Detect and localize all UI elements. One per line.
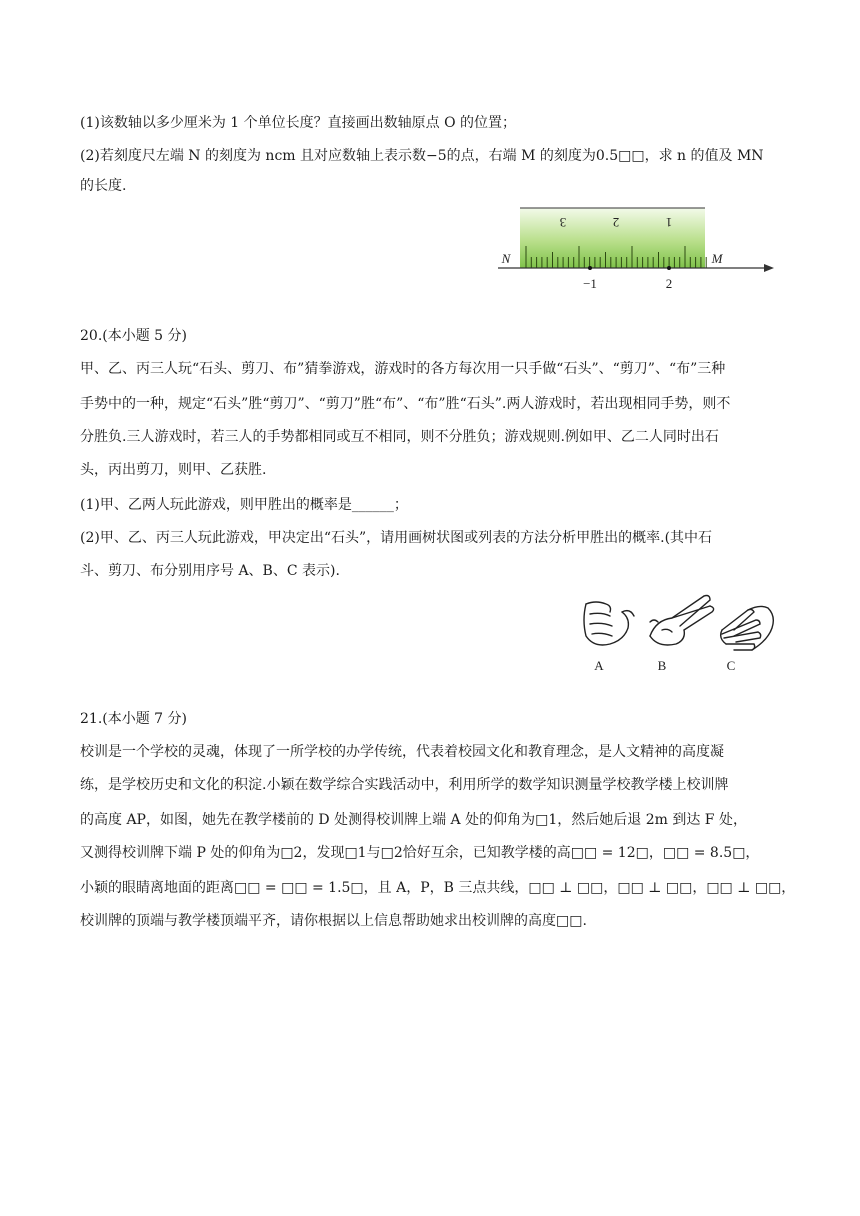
q21-line-1: 校训是一个学校的灵魂，体现了一所学校的办学传统，代表着校园文化和教育理念，是人文精神的高度凝 <box>80 744 724 760</box>
q21-header: 21.(本小题 7 分) <box>80 711 187 727</box>
axis-point-2 <box>667 266 671 270</box>
gesture-label-C: C <box>726 658 736 673</box>
q21-line-3: 的高度 AP，如图，她先在教学楼前的 D 处测得校训牌上端 A 处的仰角为□1，然后她后退 2m 到达 F 处， <box>80 812 747 828</box>
q20-para-line-4: 头，丙出剪刀，则甲、乙获胜. <box>80 462 267 478</box>
gesture-label-A: A <box>594 658 604 673</box>
axis-point-neg1 <box>588 266 592 270</box>
q20-part2-line2: 斗、剪刀、布分别用序号 A、B、C 表示). <box>80 563 340 579</box>
q20-part2-line1: (2)甲、乙、丙三人玩此游戏，甲决定出“石头”，请用画树状图或列表的方法分析甲胜出的概率.(其中石 <box>80 530 713 546</box>
q21-line-4: 又测得校训牌下端 P 处的仰角为□2，发现□1与□2恰好互余，已知教学楼的高□□ = 12□，□□ = 8.5□， <box>80 845 760 861</box>
rock-fist-icon <box>584 602 634 645</box>
tick-label-2: 2 <box>665 276 673 291</box>
tick-label-neg1: −1 <box>583 276 597 291</box>
paper-open-hand-icon <box>721 606 774 650</box>
ruler-number-2: 2 <box>612 215 620 230</box>
q20-para-line-3: 分胜负.三人游戏时，若三人的手势都相同或互不相同，则不分胜负；游戏规则.例如甲、乙二人同时出石 <box>80 429 719 445</box>
q20-part1: (1)甲、乙两人玩此游戏，则甲胜出的概率是______； <box>80 497 408 513</box>
ruler-body <box>520 208 705 268</box>
ruler-number-line-figure <box>496 202 786 298</box>
label-M: M <box>711 251 723 266</box>
q20-para-line-1: 甲、乙、丙三人玩“石头、剪刀、布”猜拳游戏，游戏时的各方每次用一只手做“石头”、“剪刀”、“布”三种 <box>80 361 726 377</box>
q21-line-6: 校训牌的顶端与教学楼顶端平齐，请你根据以上信息帮助她求出校训牌的高度□□. <box>80 913 587 929</box>
q21-line-5: 小颖的眼睛离地面的距离□□ = □□ = 1.5□，且 A，P，B 三点共线，□□ ⊥ □□，□□ ⊥ □□，□□ ⊥ □□， <box>80 880 796 896</box>
ruler-number-3: 3 <box>559 215 567 230</box>
q19-part2-line1: (2)若刻度尺左端 N 的刻度为 ncm 且对应数轴上表示数−5的点，右端 M 的刻度为0.5□□，求 n 的值及 MN <box>80 148 764 164</box>
q21-line-2: 练，是学校历史和文化的积淀.小颖在数学综合实践活动中，利用所学的数学知识测量学校教学楼上校训牌 <box>80 777 729 793</box>
q19-part2-line2: 的长度. <box>80 178 127 194</box>
axis-arrow-icon <box>764 264 774 272</box>
label-N: N <box>501 251 511 266</box>
q19-part1: (1)该数轴以多少厘米为 1 个单位长度？直接画出数轴原点 O 的位置； <box>80 115 517 131</box>
scissors-hand-icon <box>650 596 714 646</box>
ruler-number-1: 1 <box>665 215 673 230</box>
q20-header: 20.(本小题 5 分) <box>80 328 187 344</box>
hand-gestures-figure <box>572 590 782 676</box>
q20-para-line-2: 手势中的一种，规定“石头”胜“剪刀”、“剪刀”胜“布”、“布”胜“石头”.两人游戏时，若出现相同手势，则不 <box>80 396 731 412</box>
gesture-label-B: B <box>657 658 667 673</box>
